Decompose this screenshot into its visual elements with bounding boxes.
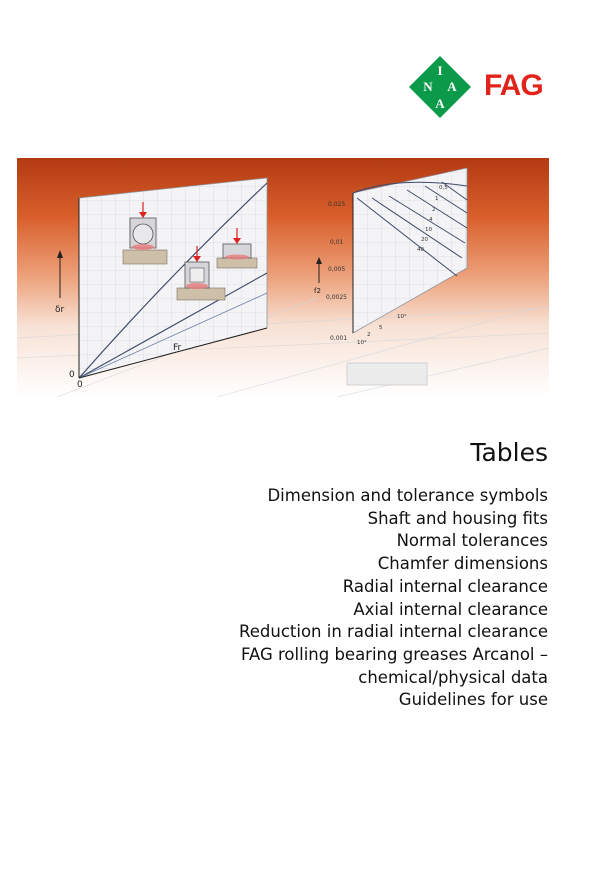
right-x-tick-0: 10³: [397, 314, 407, 320]
list-item: Chamfer dimensions: [377, 554, 548, 574]
ina-letter-right: A: [447, 79, 457, 94]
right-tick-3: 0,0025: [326, 294, 347, 301]
left-x-label: Fr: [173, 343, 182, 353]
hero-image: [17, 158, 549, 397]
list-item: FAG rolling bearing greases Arcanol –: [241, 644, 548, 664]
ina-letter-top: I: [437, 63, 443, 78]
right-tick-2: 0,005: [328, 266, 346, 273]
curve-label-3: 4: [429, 217, 433, 223]
right-x-tick-2: 2: [367, 332, 371, 338]
curve-label-4: 10: [425, 227, 432, 233]
list-item: chemical/physical data: [358, 667, 548, 687]
right-tick-1: 0,01: [330, 239, 344, 246]
left-origin-x: 0: [77, 380, 83, 390]
list-item: Dimension and tolerance symbols: [267, 486, 548, 505]
contents-list: [239, 485, 548, 712]
right-x-tick-1: 10⁴: [357, 340, 367, 346]
ina-logo: [408, 55, 472, 119]
ina-letter-bottom: A: [435, 96, 445, 111]
left-y-label: δr: [55, 305, 65, 315]
curve-label-1: 1: [435, 196, 439, 202]
ina-letter-left: N: [423, 79, 433, 94]
curve-label-6: 40: [417, 247, 424, 253]
page-title: Tables: [470, 438, 548, 467]
list-item: Shaft and housing fits: [367, 508, 548, 528]
right-tick-0: 0,025: [328, 201, 346, 208]
list-item: Reduction in radial internal clearance: [239, 622, 548, 642]
right-x-tick-3: 5: [379, 325, 383, 331]
list-item: Guidelines for use: [398, 690, 548, 710]
right-tick-4: 0,001: [330, 335, 348, 342]
curve-label-2: 2: [432, 207, 436, 213]
list-item: Axial internal clearance: [353, 599, 548, 619]
right-y-label: f2: [314, 287, 321, 295]
list-item: Radial internal clearance: [342, 576, 548, 596]
fag-logo: FAG: [484, 69, 543, 102]
curve-label-0: 0,5: [439, 185, 448, 191]
curve-label-5: 20: [421, 237, 428, 243]
brand-logos: [408, 55, 553, 119]
left-origin-y: 0: [69, 370, 75, 380]
list-item: Normal tolerances: [396, 531, 548, 551]
